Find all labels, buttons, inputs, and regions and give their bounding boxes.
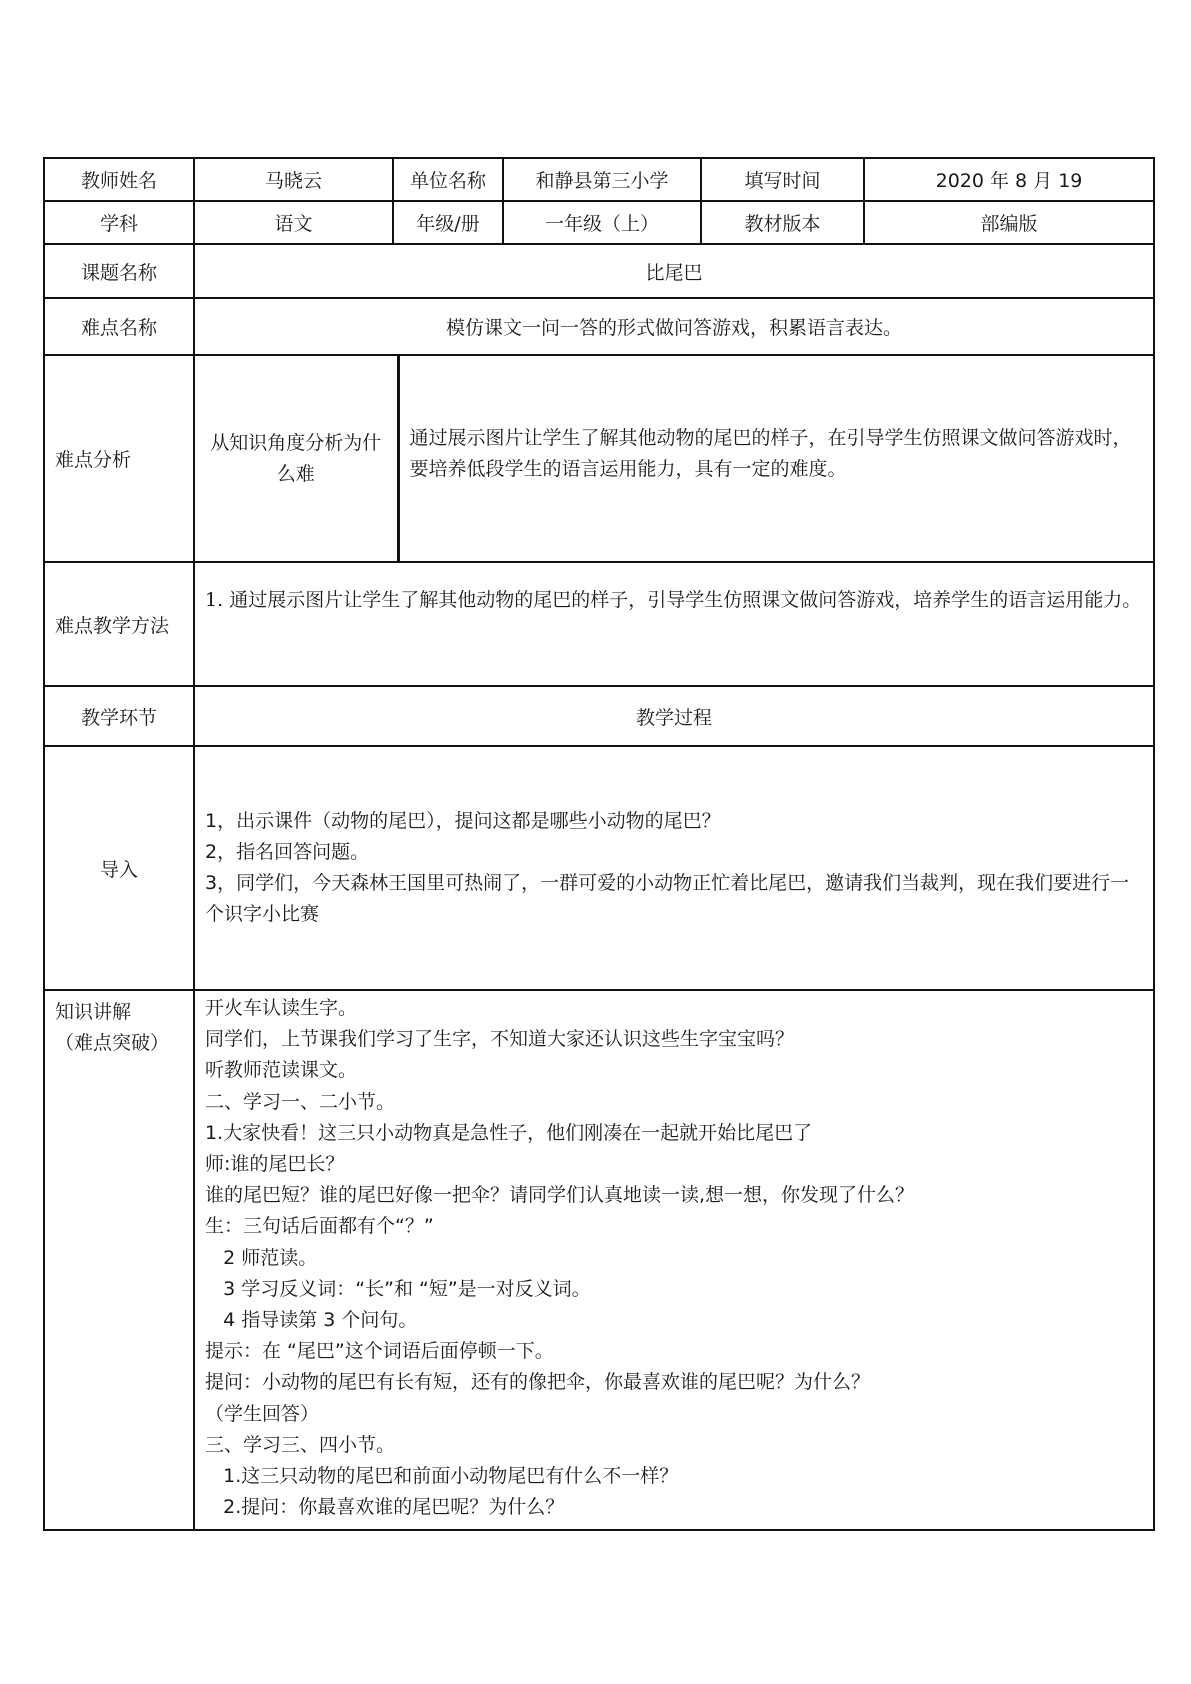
steps-row [44,686,1154,746]
fill-date-label: 填写时间 [701,158,864,201]
knowledge-content [194,990,1154,1530]
analysis-inner-table [195,356,1153,561]
knowledge-line: 生：三句话后面都有个“？” [205,1215,434,1238]
knowledge-line: 2.提问：你最喜欢谁的尾巴呢？为什么？ [205,1496,565,1519]
knowledge-line: （学生回答） [205,1402,320,1425]
knowledge-line: 提示：在 “尾巴”这个词语后面停顿一下。 [205,1340,554,1363]
method-content [194,562,1154,686]
knowledge-row [44,990,1154,1530]
knowledge-line: 提问：小动物的尾巴有长有短，还有的像把伞，你最喜欢谁的尾巴呢？为什么？ [205,1371,871,1394]
knowledge-line: 二、学习一、二小节。 [205,1090,396,1113]
unit-name-label: 单位名称 [393,158,503,201]
intro-label: 导入 [44,746,194,990]
method-number: 1. [205,589,224,611]
knowledge-label-line-1: 知识讲解 [55,1001,132,1023]
difficulty-label: 难点名称 [44,298,194,355]
method-row [44,562,1154,686]
analysis-sub-label [195,356,398,561]
intro-text-block [195,806,1153,930]
knowledge-line: 同学们，上节课我们学习了生字，不知道大家还认识这些生字宝宝吗？ [205,1028,795,1051]
knowledge-line: 4 指导读第 3 个问句。 [205,1309,418,1332]
method-text-block [195,563,1153,624]
knowledge-line: 师:谁的尾巴长？ [205,1153,345,1176]
knowledge-line: 听教师范读课文。 [205,1059,358,1082]
method-label: 难点教学方法 [44,562,194,686]
lesson-plan-table [43,157,1155,1531]
subject-value: 语文 [194,201,393,244]
difficulty-value: 模仿课文一问一答的形式做问答游戏，积累语言表达。 [194,298,1154,355]
header-row-1 [44,158,1154,201]
knowledge-line: 1.这三只动物的尾巴和前面小动物尾巴有什么不一样？ [205,1465,679,1488]
analysis-sub-label-text: 从知识角度分析为什么难 [210,431,382,485]
analysis-row [44,355,1154,562]
knowledge-label [44,990,194,1530]
grade-value: 一年级（上） [503,201,701,244]
header-row-2 [44,201,1154,244]
teacher-name-value: 马晓云 [194,158,393,201]
method-text: 通过展示图片让学生了解其他动物的尾巴的样子，引导学生仿照课文做问答游戏，培养学生的语言运用能力。 [229,589,1142,611]
topic-row [44,244,1154,298]
steps-label: 教学环节 [44,686,194,746]
grade-label: 年级/册 [393,201,503,244]
knowledge-line: 1.大家快看！这三只小动物真是急性子，他们刚凑在一起就开始比尾巴了 [205,1121,813,1144]
teacher-name-label: 教师姓名 [44,158,194,201]
knowledge-line: 3 学习反义词：“长”和 “短”是一对反义词。 [205,1277,591,1300]
intro-content [194,746,1154,990]
lesson-plan-form [43,157,1153,1531]
knowledge-line: 三、学习三、四小节。 [205,1433,396,1456]
intro-row [44,746,1154,990]
intro-line: 2，指名回答问题。 [205,841,370,863]
analysis-content [194,355,1154,562]
intro-line: 1，出示课件（动物的尾巴），提问这都是哪些小动物的尾巴？ [205,810,721,832]
analysis-text-cell [398,356,1153,561]
knowledge-label-line-2: （难点突破） [55,1032,170,1054]
analysis-label: 难点分析 [44,355,194,562]
edition-label: 教材版本 [701,201,864,244]
analysis-text: 通过展示图片让学生了解其他动物的尾巴的样子，在引导学生仿照课文做问答游戏时，要培养低段学生的语言运用能力，具有一定的难度。 [409,426,1132,480]
subject-label: 学科 [44,201,194,244]
fill-date-value: 2020 年 8 月 19 [864,158,1154,201]
unit-name-value: 和静县第三小学 [503,158,701,201]
topic-label: 课题名称 [44,244,194,298]
knowledge-line: 开火车认读生字。 [205,997,358,1019]
difficulty-row [44,298,1154,355]
knowledge-line: 谁的尾巴短？谁的尾巴好像一把伞？请同学们认真地读一读,想一想，你发现了什么？ [205,1184,915,1207]
edition-value: 部编版 [864,201,1154,244]
intro-line: 3，同学们，今天森林王国里可热闹了，一群可爱的小动物正忙着比尾巴，邀请我们当裁判，现在我们要进行一个识字小比赛 [205,872,1130,925]
knowledge-line: 2 师范读。 [205,1246,318,1269]
topic-value: 比尾巴 [194,244,1154,298]
steps-value: 教学过程 [194,686,1154,746]
